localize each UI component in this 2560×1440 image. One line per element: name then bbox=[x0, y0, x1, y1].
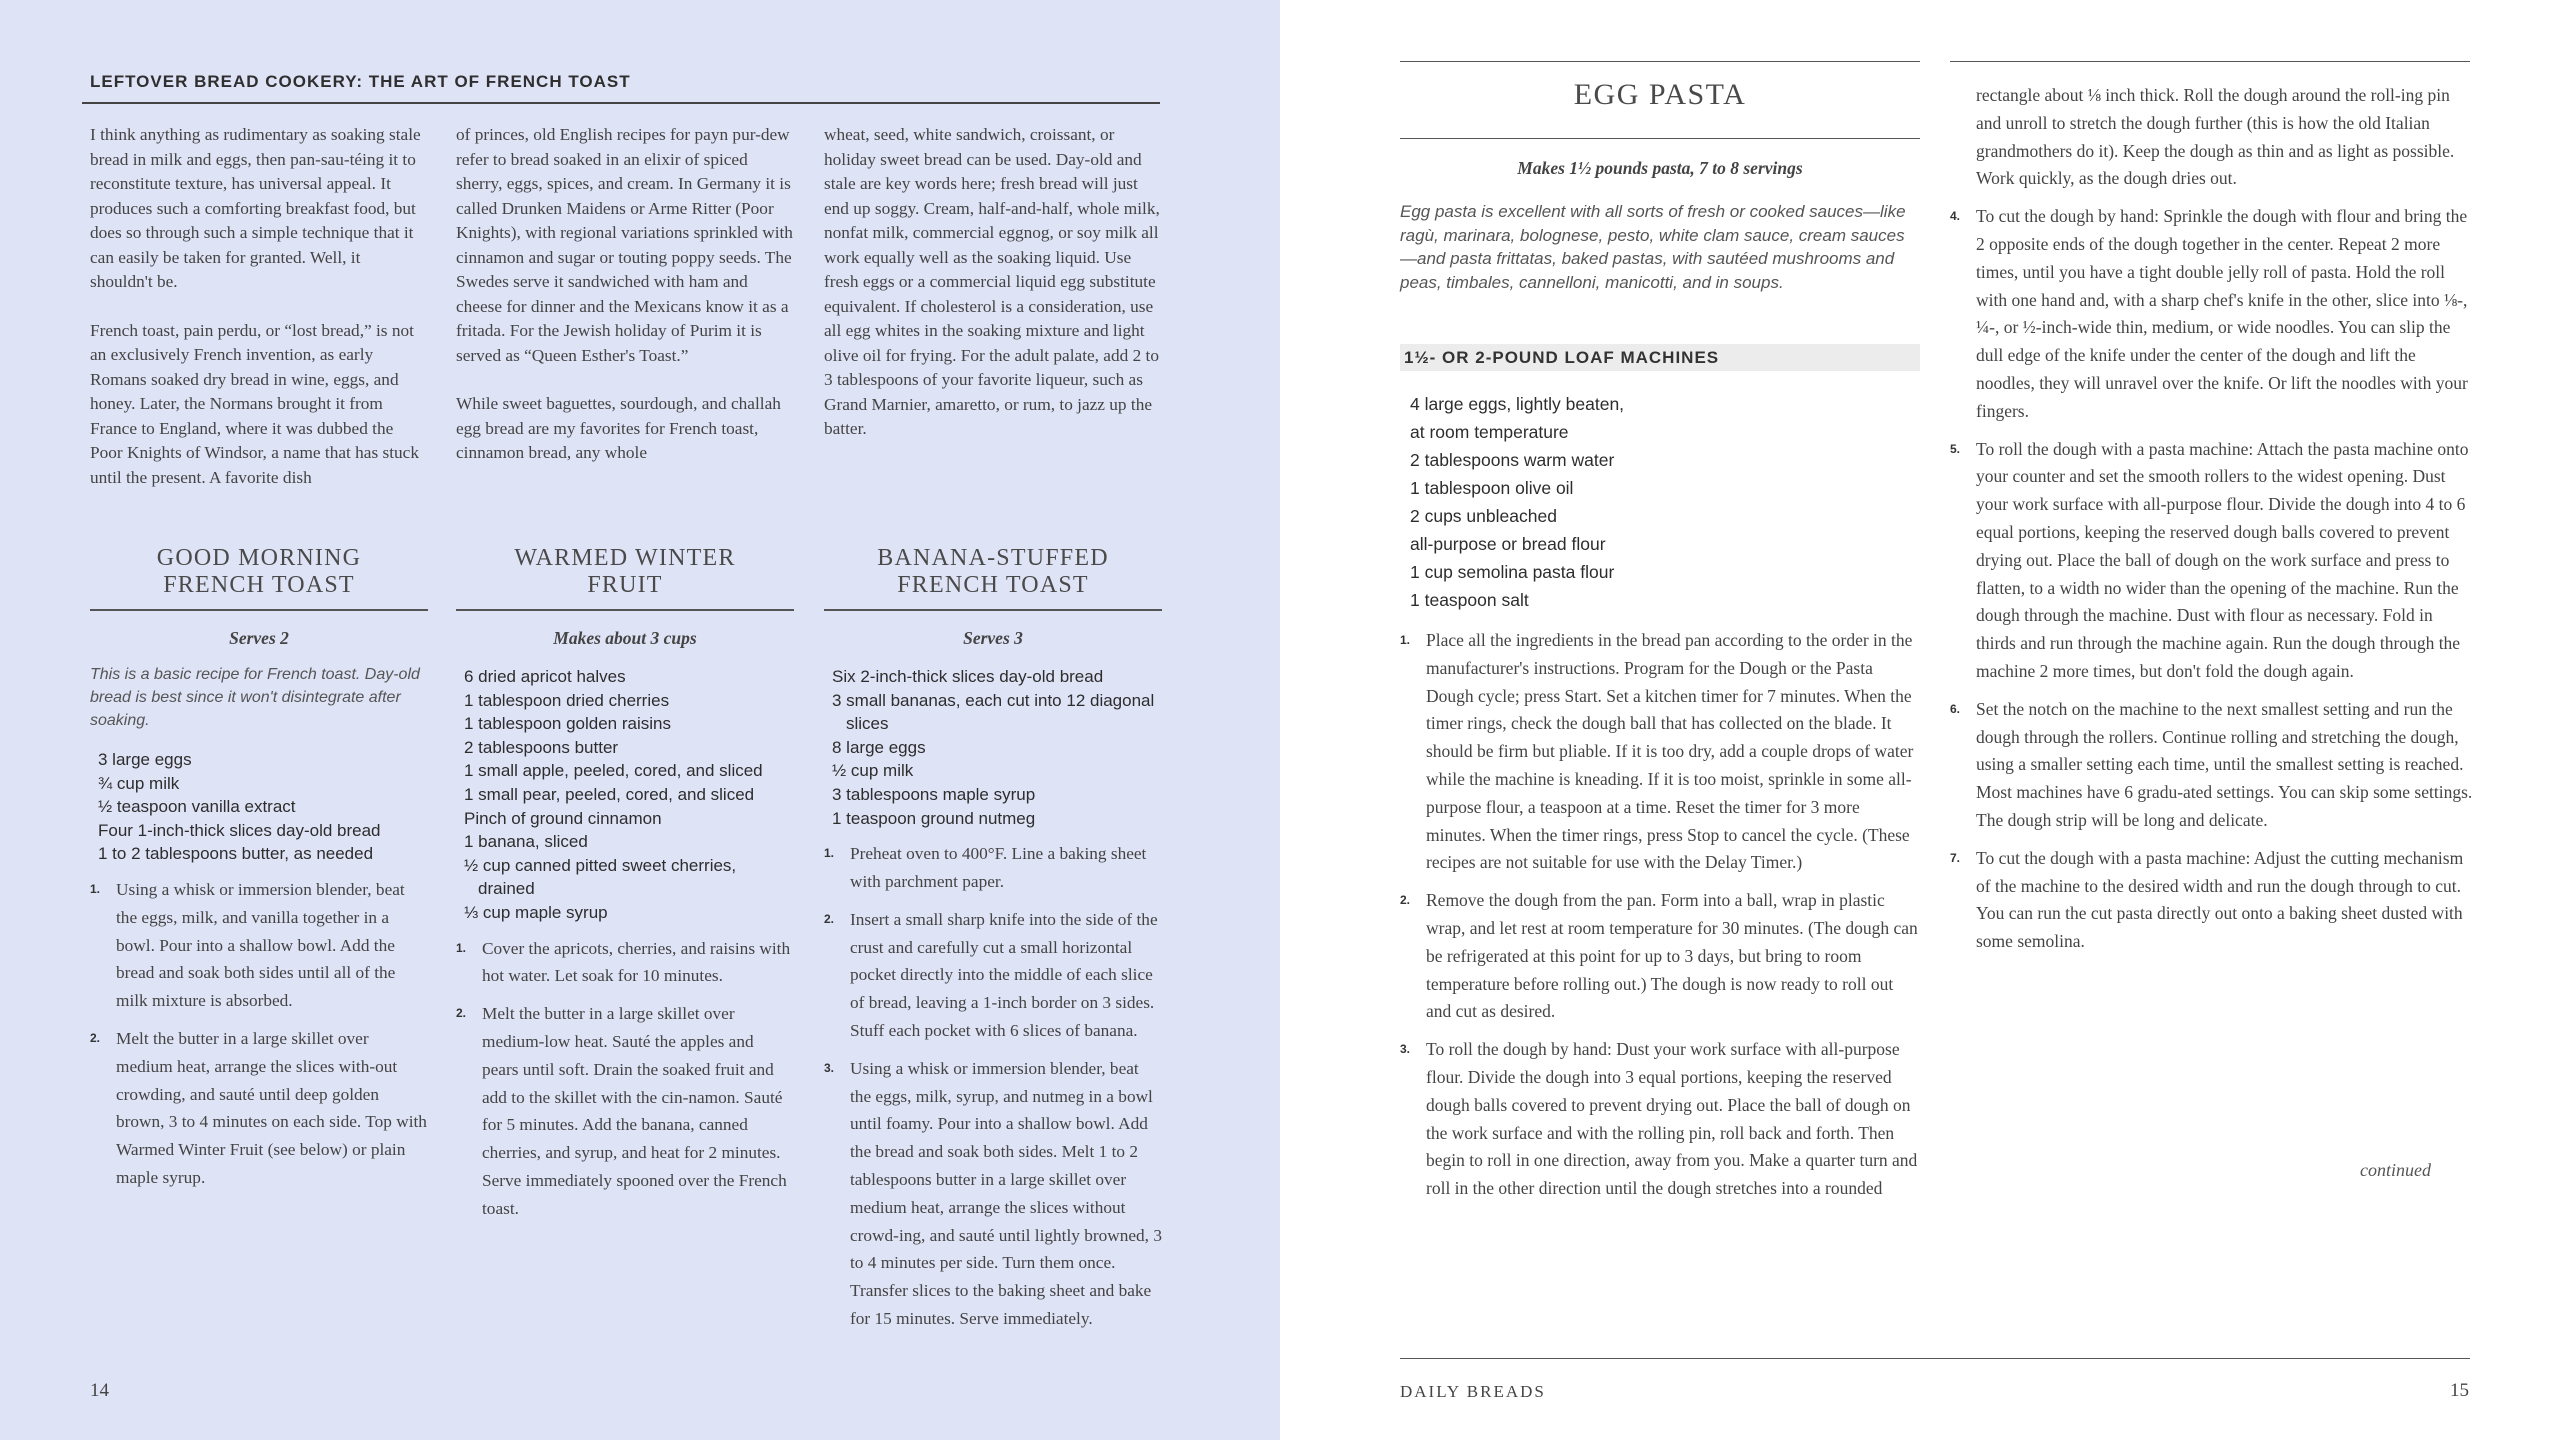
step-text: Using a whisk or immersion blender, beat the eggs, milk, and vanilla together in a bowl. Pour into a shallow bowl. Add the bread and soak both sides until all of the milk mixture is absorbed. bbox=[116, 879, 405, 1011]
step bbox=[1950, 436, 2475, 686]
recipe-title: EGG PASTA bbox=[1573, 78, 1747, 111]
recipe-yield: Makes about 3 cups bbox=[553, 628, 697, 648]
ingredient: 3 small bananas, each cut into 12 diagonal slices bbox=[832, 690, 1155, 734]
recipe-headnote: Egg pasta is excellent with all sorts of fresh or cooked sauces—like ragù, marinara, bolognese, pesto, white clam sauce, cream sauces—and pasta frittatas, baked pastas, with sautéed mushrooms and peas, timbales, cannelloni, manicotti, and in soups. bbox=[1400, 202, 1906, 292]
recipe-title-rule bbox=[90, 609, 428, 611]
step-number: 3. bbox=[824, 1060, 835, 1075]
ingredient: ¾ cup milk bbox=[98, 773, 180, 793]
recipe-title bbox=[90, 545, 428, 599]
recipe-warmed-winter-fruit bbox=[456, 545, 794, 1233]
step-text: Preheat oven to 400°F. Line a baking sheet with parchment paper. bbox=[850, 844, 1147, 891]
step-number: 3. bbox=[1400, 1042, 1411, 1057]
machine-size-banner: 1½- OR 2-POUND LOAF MACHINES bbox=[1400, 344, 1920, 371]
step-number: 5. bbox=[1950, 441, 1961, 456]
recipe-yield: Serves 3 bbox=[963, 628, 1023, 648]
ingredient-list bbox=[456, 665, 794, 925]
step-text: rectangle about ⅛ inch thick. Roll the dough around the roll-ing pin and unroll to stretch the dough further (this is how the old Italian grandmothers do it). Keep the dough as thin and as light as possible. Work quickly, as the dough dries out. bbox=[1976, 85, 2455, 189]
intro-paragraph: I think anything as rudimentary as soaking stale bread in milk and eggs, then pan-sau-téing it to reconstitute texture, has universal appeal. It produces such a comforting breakfast food, but does so through such a simple technique that it can easily be taken for granted. Well, it shouldn't be. bbox=[90, 125, 421, 291]
ingredient: 1 to 2 tablespoons butter, as needed bbox=[98, 844, 374, 864]
step-number: 1. bbox=[456, 940, 467, 955]
step bbox=[456, 1000, 794, 1222]
intro-paragraph: of princes, old English recipes for payn pur-dew refer to bread soaked in an elixir of spiced sherry, eggs, spices, and cream. In Germany it is called Drunken Maidens or Arme Ritter (Poor Knights), with regional variations sprinkled with cinnamon and sugar or touting poppy seeds. The Swedes serve it sandwiched with ham and cheese for dinner and the Mexicans know it as a fritada. For the Jewish holiday of Purim it is served as “Queen Esther's Toast.” bbox=[456, 125, 793, 365]
step-text: To roll the dough by hand: Dust your work surface with all-purpose flour. Divide the dough into 3 equal portions, keeping the reserved dough balls covered to prevent drying out. Place the ball of dough on the work surface and with the rolling pin, roll back and forth. Then begin to roll in one direction, away from you. Make a quarter turn and roll in the other direction until the dough stretches into a rounded bbox=[1426, 1039, 1918, 1199]
ingredient: ½ cup milk bbox=[832, 761, 914, 781]
ingredient: Six 2-inch-thick slices day-old bread bbox=[832, 667, 1104, 686]
page-number: 14 bbox=[90, 1380, 109, 1401]
recipe-yield: Makes 1½ pounds pasta, 7 to 8 servings bbox=[1517, 158, 1803, 178]
step-number: 2. bbox=[1400, 893, 1411, 908]
step bbox=[1400, 887, 1920, 1026]
ingredient: all-purpose or bread flour bbox=[1410, 534, 1606, 554]
step-text: Melt the butter in a large skillet over medium heat, arrange the slices with-out crowding, and sauté until deep golden brown, 3 to 4 minutes on each side. Top with Warmed Winter Fruit (see below) or plain maple syrup. bbox=[116, 1028, 427, 1187]
ingredient: 1 banana, sliced bbox=[464, 832, 588, 852]
step-text: Insert a small sharp knife into the side of the crust and carefully cut a small horizontal pocket directly into the middle of each slice of bread, leaving a 1-inch border on 3 sides. Stuff each pocket with 6 slices of banana. bbox=[850, 909, 1158, 1040]
step-list bbox=[1400, 627, 1920, 1213]
recipe-title-line: FRENCH TOAST bbox=[897, 572, 1089, 598]
step-number: 6. bbox=[1950, 701, 1961, 716]
running-head-rule bbox=[82, 102, 1160, 104]
ingredient: 1 tablespoon olive oil bbox=[1410, 478, 1574, 498]
step bbox=[1950, 203, 2475, 425]
ingredient: at room temperature bbox=[1410, 422, 1569, 442]
ingredient: 2 cups unbleached bbox=[1410, 506, 1557, 526]
section-name: DAILY BREADS bbox=[1400, 1382, 1546, 1401]
recipe-title-line: GOOD MORNING bbox=[156, 545, 362, 571]
step-list bbox=[90, 876, 428, 1192]
intro-paragraph: While sweet baguettes, sourdough, and challah egg bread are my favorites for French toast, cinnamon bread, any whole bbox=[456, 394, 781, 462]
intro-paragraph: wheat, seed, white sandwich, croissant, or holiday sweet bread can be used. Day-old and stale are key words here; fresh bread will just end up soggy. Cream, half-and-half, whole milk, nonfat milk, commercial eggnog, or soy milk all work equally well as the soaking liquid. Use fresh eggs or a commercial liquid egg substitute equivalent. If cholesterol is a consideration, use all egg whites in the soaking mixture and light olive oil for frying. For the adult palate, add 2 to 3 tablespoons of your favorite liqueur, such as Grand Marnier, amaretto, or rum, to jazz up the batter. bbox=[824, 125, 1160, 438]
intro-column-2 bbox=[456, 123, 794, 490]
step-number: 2. bbox=[824, 911, 835, 926]
step-list bbox=[824, 840, 1162, 1333]
recipe-headnote: This is a basic recipe for French toast. Day-old bread is best since it won't disintegrate after soaking. bbox=[90, 666, 420, 729]
step-number: 7. bbox=[1950, 850, 1961, 865]
recipe-title-line: BANANA-STUFFED bbox=[877, 545, 1109, 571]
ingredient: 4 large eggs, lightly beaten, bbox=[1410, 394, 1625, 414]
ingredient: Pinch of ground cinnamon bbox=[464, 808, 662, 828]
ingredient: 1 small apple, peeled, cored, and sliced bbox=[464, 761, 763, 781]
step-list-continued bbox=[1950, 82, 2475, 966]
step bbox=[90, 1025, 428, 1192]
continued-label: continued bbox=[2360, 1160, 2431, 1180]
ingredient: 6 dried apricot halves bbox=[464, 667, 626, 686]
ingredient-list bbox=[1410, 390, 1910, 614]
ingredient: Four 1-inch-thick slices day-old bread bbox=[98, 820, 381, 840]
recipe-yield: Serves 2 bbox=[229, 628, 289, 648]
footer-rule bbox=[1400, 1358, 2470, 1359]
step-text: Melt the butter in a large skillet over medium-low heat. Sauté the apples and pears until soft. Drain the soaked fruit and add to the skillet with the cin-namon. Sauté for 5 minutes. Add the banana, canned cherries, and syrup, and heat for 2 minutes. Serve immediately spooned over the French toast. bbox=[482, 1004, 787, 1218]
ingredient: ⅓ cup maple syrup bbox=[464, 902, 608, 922]
page-number: 15 bbox=[2450, 1380, 2469, 1401]
ingredient: ½ cup canned pitted sweet cherries, drained bbox=[464, 855, 737, 899]
ingredient: 1 tablespoon dried cherries bbox=[464, 690, 670, 710]
step bbox=[1400, 627, 1920, 877]
recipe-title-rule bbox=[456, 609, 794, 611]
step-number: 2. bbox=[90, 1030, 101, 1045]
ingredient: 1 teaspoon ground nutmeg bbox=[832, 808, 1036, 828]
recipe-good-morning-french-toast bbox=[90, 545, 428, 1202]
step-continuation bbox=[1950, 82, 2475, 193]
recipe-title-line: WARMED WINTER bbox=[514, 545, 736, 571]
ingredient: 1 cup semolina pasta flour bbox=[1410, 562, 1615, 582]
step-text: Using a whisk or immersion blender, beat the eggs, milk, syrup, and nutmeg in a bowl until foamy. Pour into a shallow bowl. Add the bread and soak both sides. Melt 1 to 2 tablespoons butter in a large skillet over medium heat, arrange the slices without crowd-ing, and sauté until lightly browned, 3 to 4 minutes per side. Turn them once. Transfer slices to the baking sheet and bake for 15 minutes. Serve immediately. bbox=[850, 1058, 1162, 1328]
intro-paragraph: French toast, pain perdu, or “lost bread,” is not an exclusively French invention, as early Romans soaked dry bread in wine, eggs, and honey. Later, the Normans brought it from France to England, where it was dubbed the Poor Knights of Windsor, a name that has stuck until the present. A favorite dish bbox=[90, 320, 419, 487]
ingredient-list bbox=[90, 748, 428, 866]
step-text: Set the notch on the machine to the next smallest setting and run the dough through the rollers. Continue rolling and stretching the dough, using a smaller setting each time, until the smallest setting is reached. Most machines have 6 gradu-ated settings. You can skip some settings. The dough strip will be long and delicate. bbox=[1976, 698, 2473, 830]
ingredient: 2 tablespoons butter bbox=[464, 737, 619, 757]
running-head: LEFTOVER BREAD COOKERY: THE ART OF FRENCH TOAST bbox=[90, 72, 631, 91]
step-number: 1. bbox=[90, 881, 101, 896]
ingredient: ½ teaspoon vanilla extract bbox=[98, 797, 296, 817]
top-rule bbox=[1950, 61, 2470, 62]
right-page bbox=[1280, 0, 2560, 1440]
ingredient: 3 large eggs bbox=[98, 750, 192, 769]
step bbox=[1950, 845, 2475, 956]
step-number: 2. bbox=[456, 1006, 467, 1021]
step-number: 4. bbox=[1950, 209, 1961, 224]
ingredient: 8 large eggs bbox=[832, 737, 926, 757]
recipe-title-rule bbox=[824, 609, 1162, 611]
recipe-title-line: FRENCH TOAST bbox=[163, 572, 355, 598]
step-number: 1. bbox=[824, 846, 835, 861]
ingredient: 1 small pear, peeled, cored, and sliced bbox=[464, 784, 755, 804]
step-text: Remove the dough from the pan. Form into a ball, wrap in plastic wrap, and let rest at room temperature for 30 minutes. (The dough can be refrigerated at this point for up to 3 days, but bring to room temperature before rolling out.) The dough is now ready to roll out and cut as desired. bbox=[1426, 890, 1918, 1022]
step bbox=[456, 935, 794, 991]
step bbox=[90, 876, 428, 1015]
ingredient-list bbox=[824, 665, 1162, 830]
step-text: To roll the dough with a pasta machine: Attach the pasta machine onto your counter and set the smooth rollers to the widest opening. Dust your work surface with all-purpose flour. Divide the dough into 4 to 6 equal portions, keeping the reserved dough balls covered to prevent drying out. Place the ball of dough on the work surface and press to flatten, to a width no wider than the opening of the machine. Run the dough through the machine. Dust with flour as necessary. Fold in thirds and run through the machine again. Run the dough through the machine 2 more times, but don't fold the dough again. bbox=[1976, 438, 2469, 681]
step-text: Cover the apricots, cherries, and raisins with hot water. Let soak for 10 minutes. bbox=[482, 938, 791, 986]
step bbox=[1950, 696, 2475, 835]
ingredient: 3 tablespoons maple syrup bbox=[832, 784, 1036, 804]
step-text: Place all the ingredients in the bread pan according to the order in the manufacturer's instructions. Program for the Dough or the Pasta Dough cycle; press Start. Set a kitchen timer for 7 minutes. When the timer rings, check the dough ball that has collected on the blade. It should be firm but pliable. If it is too dry, add a couple drops of water while the machine is kneading. If it is too moist, sprinkle in some all-purpose flour, a teaspoon at a time. Reset the timer for 3 more minutes. When the timer rings, press Stop to cancel the cycle. (These recipes are not suitable for use with the Delay Timer.) bbox=[1426, 630, 1914, 873]
ingredient: 2 tablespoons warm water bbox=[1410, 450, 1615, 470]
intro-column-1 bbox=[90, 123, 426, 514]
step-list bbox=[456, 935, 794, 1223]
recipe-title bbox=[456, 545, 794, 599]
ingredient: 1 tablespoon golden raisins bbox=[464, 714, 671, 734]
step bbox=[824, 840, 1162, 896]
recipe-title-rule bbox=[1400, 138, 1920, 139]
recipe-banana-stuffed-french-toast bbox=[824, 545, 1162, 1343]
recipe-title-line: FRUIT bbox=[587, 572, 663, 598]
step-number: 1. bbox=[1400, 633, 1411, 647]
step bbox=[824, 906, 1162, 1045]
step-text: To cut the dough by hand: Sprinkle the dough with flour and bring the 2 opposite ends of the dough together in the center. Repeat 2 more times, until you have a tight double jelly roll of pasta. Hold the roll with one hand and, with a sharp chef's knife in the other, slice into ⅛-, ¼-, or ½-inch-wide thin, medium, or wide noodles. You can slip the dull edge of the knife under the center of the dough and lift the noodles, they will unravel over the knife. Or lift the noodles with your fingers. bbox=[1976, 206, 2468, 421]
intro-column-3 bbox=[824, 123, 1162, 466]
recipe-title bbox=[824, 545, 1162, 599]
top-rule bbox=[1400, 61, 1920, 62]
step-text: To cut the dough with a pasta machine: Adjust the cutting mechanism of the machine to the desired width and run the dough through to cut. You can run the cut pasta directly out onto a baking sheet dusted with some semolina. bbox=[1976, 847, 2464, 952]
ingredient: 1 teaspoon salt bbox=[1410, 590, 1529, 610]
step bbox=[1400, 1036, 1920, 1203]
step bbox=[824, 1055, 1162, 1333]
